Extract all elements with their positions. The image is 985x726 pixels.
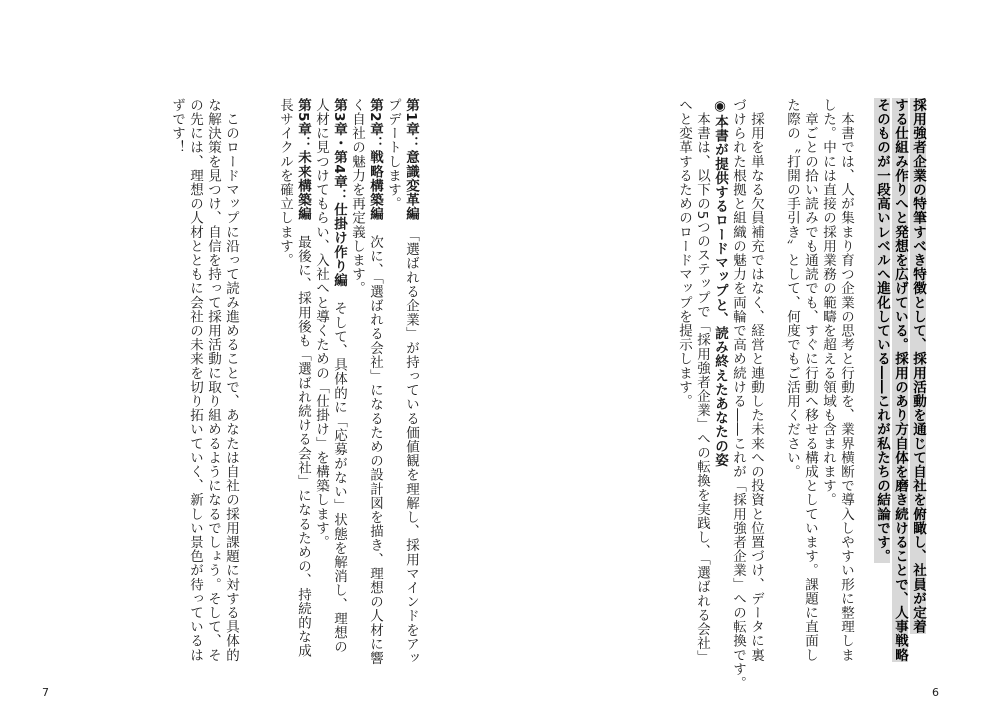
- paragraph-line: た際の〝打開の手引き〟として、何度でもご活用ください。: [784, 98, 800, 479]
- paragraph-line: へと変革するためのロードマップを提示します。: [676, 98, 692, 409]
- paragraph-line: した。中には直接の採用業務の範疇を超える領域も含まれます。: [820, 98, 836, 507]
- chapter-text: 最後に、採用後も「選ばれ続ける会社」になるための、持続的な成: [295, 220, 311, 658]
- highlight-line-1: 採用強者企業の特筆すべき特徴として、採用活動を通じて自社を俯瞰し、社員が定着: [910, 98, 926, 634]
- highlight-line-3: そのものが一段高いレベルへ進化している――これが私たちの結論です。: [874, 98, 890, 564]
- left-page-text: [100, 98, 420, 698]
- chapter-label: 第3章・第4章：仕掛け作り編: [331, 98, 347, 288]
- chapter-text: 長サイクルを確立します。: [277, 98, 293, 268]
- highlight-line-2: する仕組み作りへと発想を広げている。採用のあり方自体を磨き続けることで、人事戦略: [892, 98, 908, 662]
- chapter-text: 人材に見つけてもらい、入社へと導くための「仕掛け」を構築します。: [313, 98, 329, 550]
- chapter-label: 第2章：戦略構築編: [367, 98, 383, 221]
- chapter-text: 次に、「選ばれる会社」になるための設計図を描き、理想の人材に響: [367, 220, 383, 666]
- section-heading: ◉本書が提供するロードマップと、読み終えたあなたの姿: [712, 98, 728, 468]
- chapter-text: そして、具体的に「応募がない」状態を解消し、理想の: [331, 287, 347, 654]
- right-page-text: [547, 98, 927, 698]
- chapter-text: く自社の魅力を再定義します。: [349, 98, 365, 296]
- chapter-text: プデートします。: [385, 98, 401, 211]
- page-number-right: 6: [932, 686, 939, 699]
- paragraph-line: 本書では、人が集まり育つ企業の思考と行動を、業界横断で導入しやすい形に整理しま: [838, 98, 854, 662]
- paragraph-line: 本書は、以下の5つのステップで「採用強者企業」への転換を実践し、「選ばれる会社」: [694, 98, 710, 665]
- paragraph-line: 採用を単なる欠員補充ではなく、経営と連動した未来への投資と位置づけ、データに裏: [748, 98, 764, 662]
- paragraph-line: 章ごとの拾い読みでも通読でも、すぐに行動へ移せる構成としています。課題に直面し: [802, 98, 818, 662]
- closing-line: な解決策を見つけ、自信を持って採用活動に取り組めるようになるでしょう。そして、そ: [205, 98, 221, 662]
- closing-line: の先には、理想の人材とともに会社の未来を切り拓いていく、新しい景色が待っているは: [187, 98, 203, 662]
- page-number-left: 7: [42, 686, 49, 699]
- chapter-label: 第5章：未来構築編: [295, 98, 311, 221]
- closing-line: ずです！: [169, 98, 185, 155]
- closing-line: このロードマップに沿って読み進めることで、あなたは自社の採用課題に対する具体的: [223, 98, 239, 662]
- chapter-text: 「選ばれる企業」が持っている価値観を理解し、採用マインドをアッ: [403, 220, 419, 666]
- paragraph-line: づけられた根拠と組織の魅力を両輪で高め続ける――これが「採用強者企業」への転換です。: [730, 98, 746, 691]
- chapter-label: 第1章：意識変革編: [403, 98, 419, 221]
